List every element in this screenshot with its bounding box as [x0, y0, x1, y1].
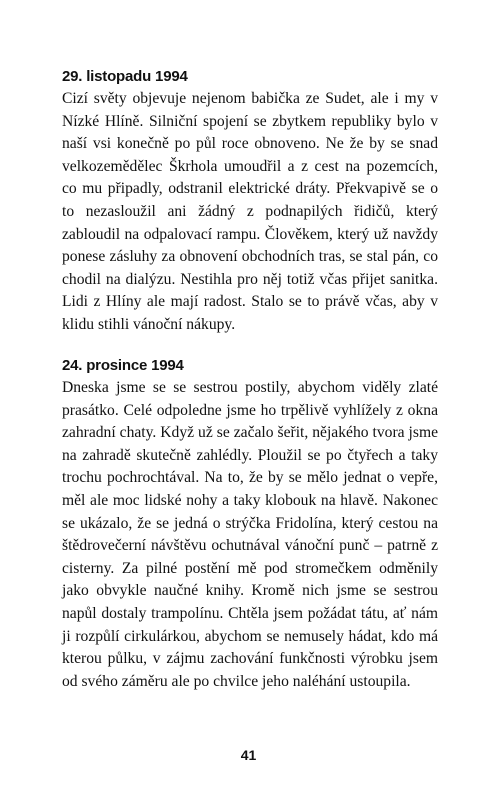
entry-text: Cizí světy objevuje nejenom babička ze Sudet, ale i my v Nízké Hlíně. Silniční spojení se zbytkem republiky bylo v naší vsi konečně po půl roce obnoveno. Ne že by se snad velkozemědělec Škrhola umoudřil a z cest na pozemcích, co mu připadly, odstranil elektrické dráty. Překvapivě se o to nezasloužil ani žádný z podnapilých řidičů, který zabloudil na odpalovací rampu. Člověkem, který už navždy ponese zásluhy za obnovení obchodních tras, se stal pán, co chodil na dialýzu. Nestihla pro něj totiž včas přijet sanitka. Lidi z Hlíny ale mají radost. Stalo se to právě včas, aby v klidu stihli vánoční nákupy. — [62, 90, 438, 333]
entry-date-heading: 29. listopadu 1994 — [62, 68, 188, 85]
entry-date-heading: 24. prosince 1994 — [62, 357, 184, 374]
entry-text: Dneska jsme se se sestrou postily, abychom viděly zlaté prasátko. Celé odpoledne jsme ho trpělivě vyhlížely z okna zahradní chaty. Když už se začalo šeřit, nějakého tvora jsme na zahradě skutečně zahlédly. Ploužil se po čtyřech a taky trochu pochrochtával. Na to, že by se mělo jednat o vepře, měl ale moc lidské nohy a taky klobouk na hlavě. Nakonec se ukázalo, že se jedná o strýčka Fridolína, který cestou na štědrovečerní návštěvu ochutnával vánoční punč – patrně z cisterny. Za pilné postění mě pod stromečkem odměnily jako obvykle naučné knihy. Kromě nich jsme se sestrou napůl dostaly trampolínu. Chtěla jsem požádat tátu, ať nám ji rozpůlí cirkulárkou, abychom se nemusely hádat, kdo má kterou půlku, v zájmu zachování funkčnosti výrobku jsem od svého záměru ale po chvilce jeho naléhání ustoupila. — [62, 379, 438, 690]
page-number: 41 — [240, 747, 257, 763]
diary-entry-1 — [62, 66, 438, 337]
diary-entry-2 — [62, 355, 438, 693]
